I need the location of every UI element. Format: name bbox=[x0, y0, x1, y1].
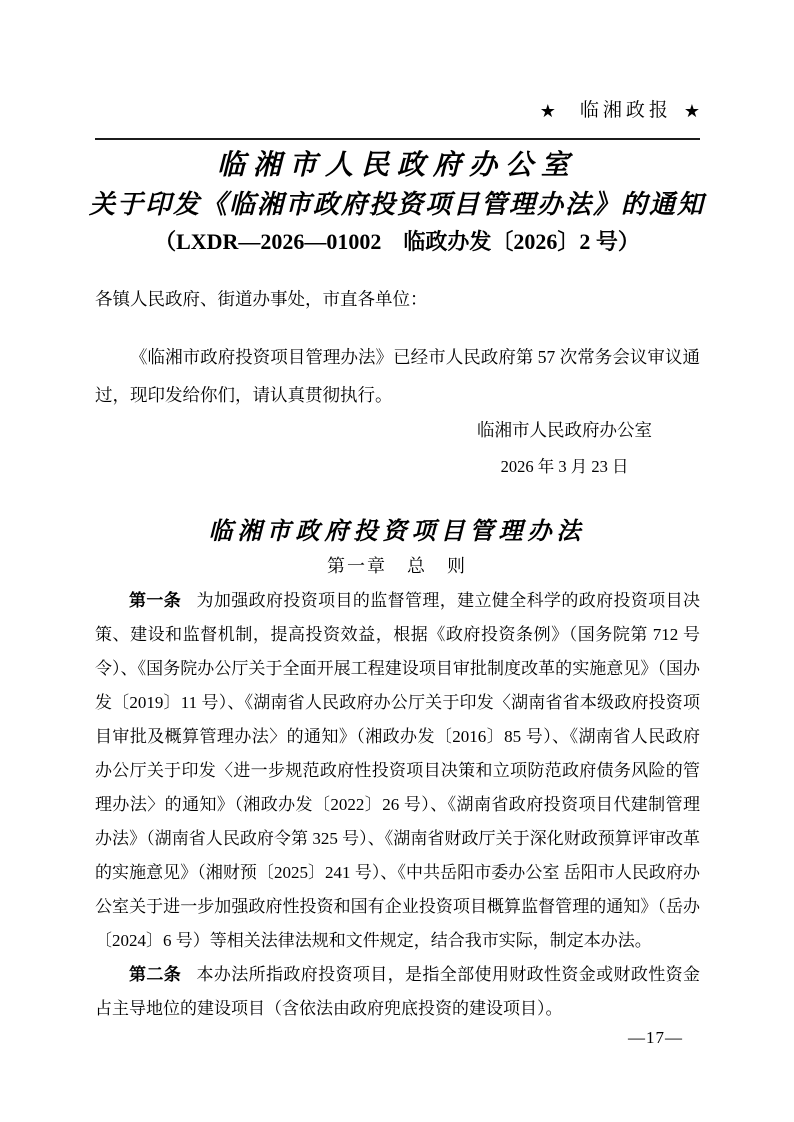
star-icon: ★ bbox=[683, 100, 700, 121]
regulation-articles bbox=[95, 584, 700, 1026]
signature-block bbox=[477, 419, 652, 478]
document-title-block bbox=[47, 149, 747, 256]
page-number: —17— bbox=[628, 1028, 683, 1047]
notice-body-paragraph: 《临湘市政府投资项目管理办法》已经市人民政府第 57 次常务会议审议通过，现印发给你们，请认真贯彻执行。 bbox=[95, 346, 700, 405]
gazette-title: 临湘政报 bbox=[579, 100, 672, 121]
salutation: 各镇人民政府、街道办事处，市直各单位： bbox=[95, 289, 428, 309]
document-number: （LXDR—2026—01002 临政办发〔2026〕2 号） bbox=[154, 229, 640, 255]
signature-date: 2026 年 3 月 23 日 bbox=[500, 457, 629, 476]
signer-name: 临湘市人民政府办公室 bbox=[477, 420, 652, 440]
article-paragraph bbox=[95, 584, 700, 958]
regulation-title: 临湘市政府投资项目管理办法 bbox=[208, 519, 586, 545]
article-label: 第二条 bbox=[129, 965, 182, 984]
chapter-heading: 第一章 总 则 bbox=[327, 556, 467, 576]
article-text: 本办法所指政府投资项目，是指全部使用财政性资金或财政性资金占主导地位的建设项目（含依法由政府兜底投资的建设项目）。 bbox=[95, 965, 701, 1018]
star-icon: ★ bbox=[539, 100, 556, 121]
issuing-office-title: 临湘市人民政府办公室 bbox=[216, 150, 577, 181]
article-label: 第一条 bbox=[129, 591, 182, 610]
article-paragraph bbox=[95, 958, 700, 1026]
article-text: 为加强政府投资项目的监督管理，建立健全科学的政府投资项目决策、建设和监督机制，提高投资效益，根据《政府投资条例》（国务院第 712 号令）、《国务院办公厅关于全面开展工程建设项目审批制度改革的实施意见》（国办发〔2019〕11 号）、《湖南省人民政府办公厅关于印发〈湖南省省本级政府投资项目审批及概算管理办法〉的通知》（湘政办发〔2016〕85 号）、《湖南省人民政府办公厅关于印发〈进一步规范政府性投资项目决策和立项防范政府债务风险的管理办法〉的通知》（湘政办发〔2022〕26 号）、《湖南省政府投资项目代建制管理办法》（湖南省人民政府令第 325 号）、《湖南省财政厅关于深化财政预算评审改革的实施意见》（湘财预〔2025〕241 号）、《中共岳阳市委办公室 岳阳市人民政府办公室关于进一步加强政府性投资和国有企业投资项目概算监督管理的通知》（岳办〔2024〕6 号）等相关法律法规和文件规定，结合我市实际，制定本办法。 bbox=[95, 591, 701, 950]
header-divider bbox=[95, 138, 700, 140]
masthead bbox=[95, 101, 700, 120]
notice-title: 关于印发《临湘市政府投资项目管理办法》的通知 bbox=[88, 189, 705, 219]
